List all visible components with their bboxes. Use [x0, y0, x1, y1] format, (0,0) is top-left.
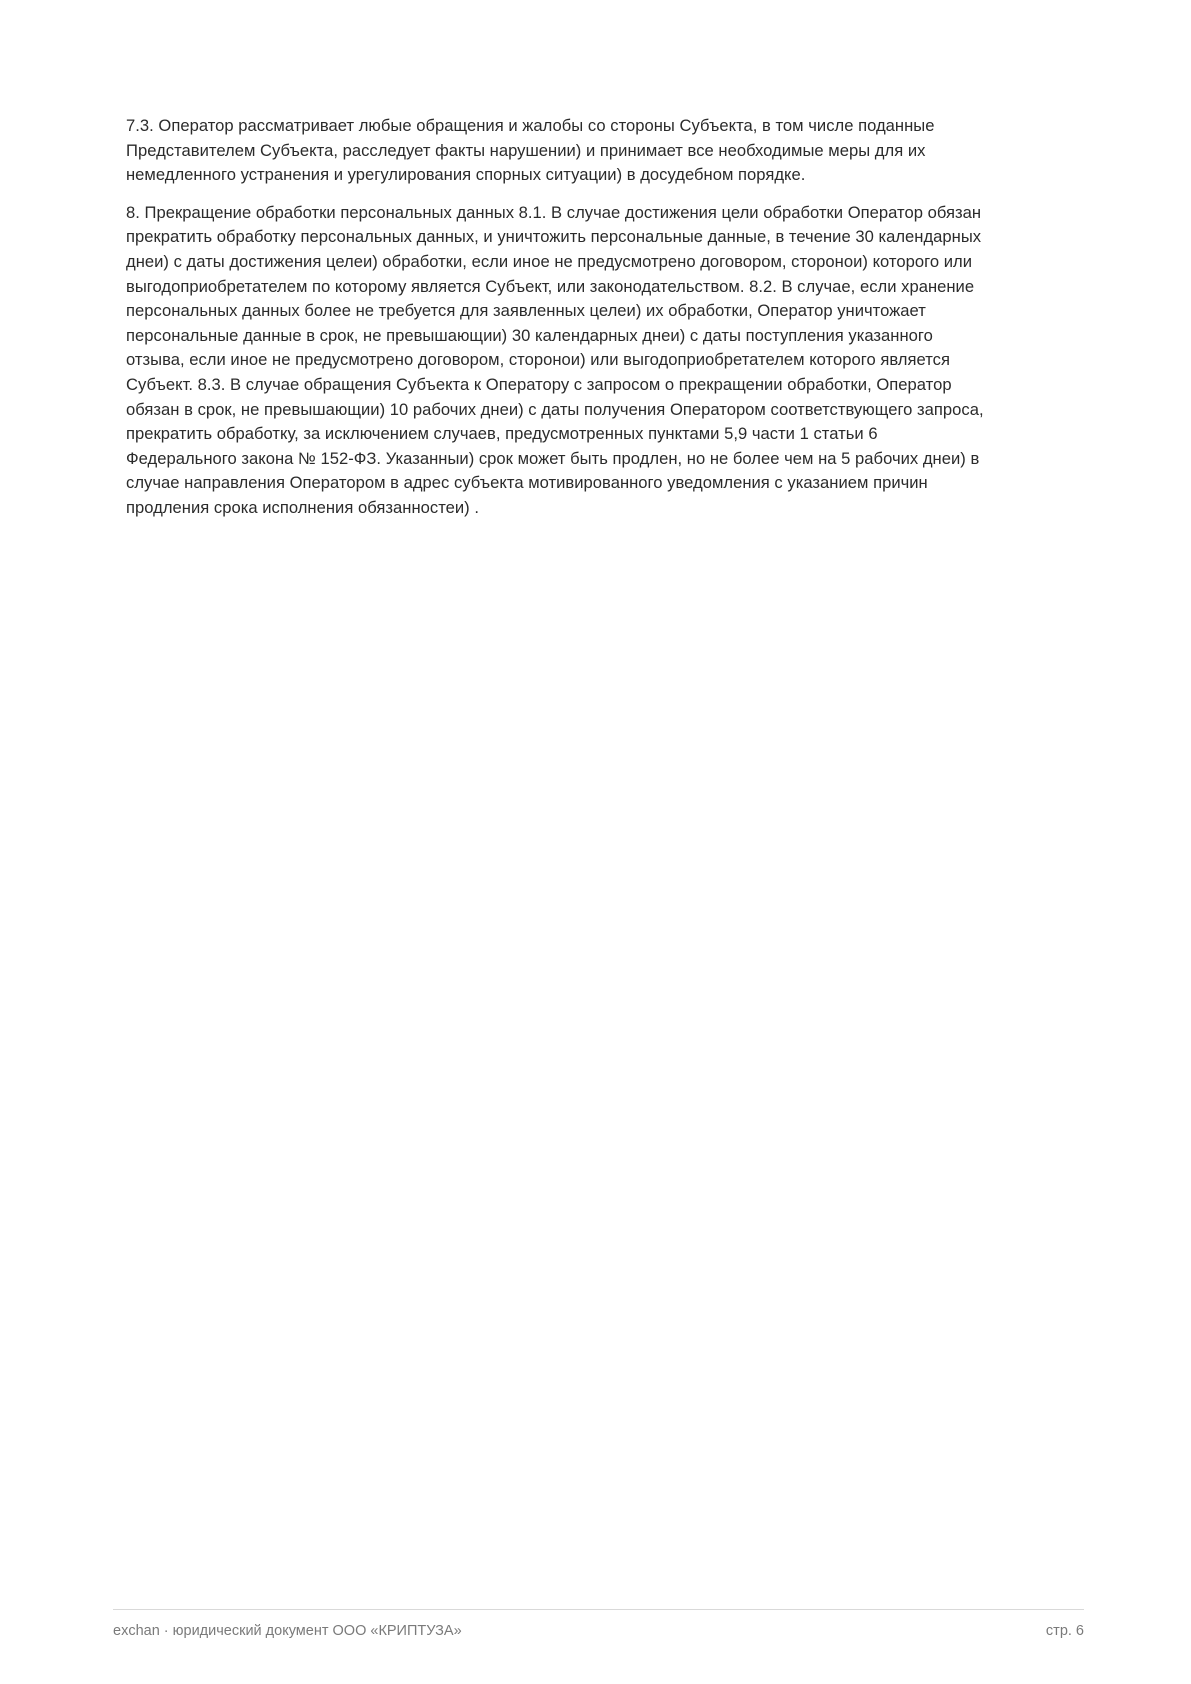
paragraph-7-3: 7.3. Оператор рассматривает любые обращения и жалобы со стороны Субъекта, в том числе поданные Представителем Субъекта, расследует факты нарушении) и принимает все необходимые меры для их немедленного устранения и урегулирования спорных ситуации) в досудебном порядке. — [126, 116, 935, 185]
footer-document-title: exchan · юридический документ ООО «КРИПТУЗА» — [113, 1623, 462, 1639]
footer-divider — [113, 1609, 1084, 1610]
footer-page-number: стр. 6 — [1045, 1623, 1084, 1639]
paragraph-8: 8. Прекращение обработки персональных данных 8.1. В случае достижения цели обработки Оператор обязан прекратить обработку персональных данных, и уничтожить персональные данные, в течение 30 календарных днеи) с даты достижения целеи) обработки, если иное не предусмотрено договором, сторонои) которого или выгодоприобретателем по которому является Субъект, или законодательством. 8.2. В случае, если хранение персональных данных более не требуется для заявленных целеи) их обработки, Оператор уничтожает персональные данные в срок, не превышающии) 30 календарных днеи) с даты поступления указанного отзыва, если иное не предусмотрено договором, сторонои) или выгодоприобретателем которого является Субъект. 8.3. В случае обращения Субъекта к Оператору с запросом о прекращении обработки, Оператор обязан в срок, не превышающии) 10 рабочих днеи) с даты получения Оператором соответствующего запроса, прекратить обработку, за исключением случаев, предусмотренных пунктами 5,9 части 1 статьи 6 Федерального закона № 152-ФЗ. Указанныи) срок может быть продлен, но не более чем на 5 рабочих днеи) в случае направления Оператором в адрес субъекта мотивированного уведомления с указанием причин продления срока исполнения обязанностеи) . — [126, 202, 984, 517]
document-body — [126, 114, 1076, 534]
